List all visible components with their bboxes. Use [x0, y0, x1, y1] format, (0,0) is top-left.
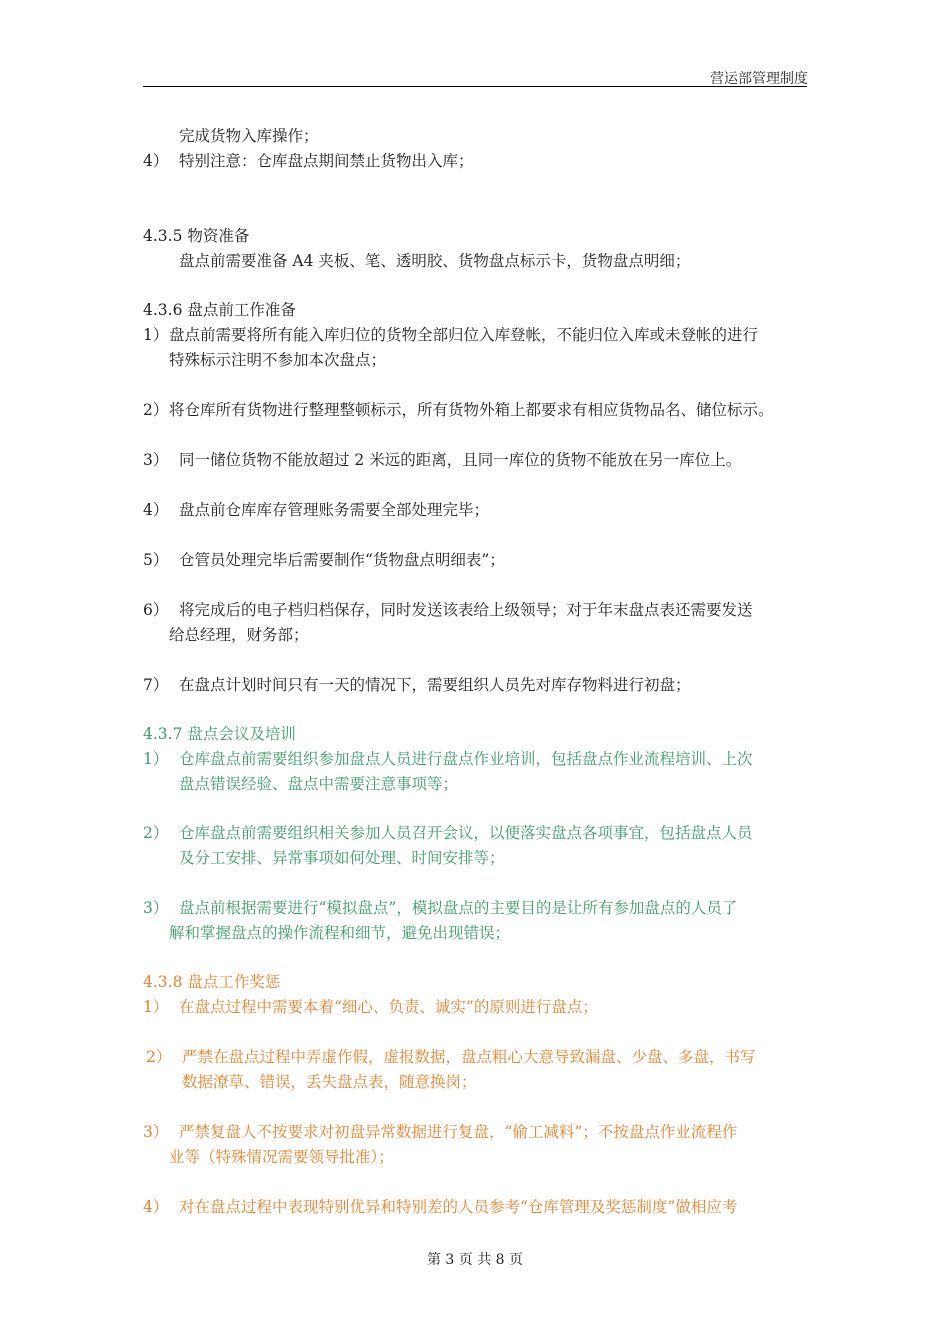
- header-rule: [143, 86, 807, 87]
- paragraph: 盘点前需要准备 A4 夹板、笔、透明胶、货物盘点标示卡，货物盘点明细；: [179, 252, 691, 270]
- list-item-text: 及分工安排、异常事项如何处理、时间安排等；: [179, 849, 505, 867]
- list-item-text: 盘点前仓库库存管理账务需要全部处理完毕；: [179, 501, 490, 519]
- list-number: 7）: [143, 676, 169, 694]
- list-number: 4）: [143, 501, 169, 519]
- list-number: 1）: [143, 326, 169, 344]
- list-number: 3）: [143, 899, 169, 917]
- list-item-text: 数据潦草、错误，丢失盘点表，随意换岗；: [182, 1073, 477, 1091]
- list-item-text: 仓库盘点前需要组织相关参加人员召开会议，以便落实盘点各项事宜，包括盘点人员: [179, 824, 753, 842]
- list-item-text: 特殊标示注明不参加本次盘点；: [169, 351, 387, 369]
- list-number: 2）: [146, 1048, 172, 1066]
- list-item-text: 给总经理，财务部；: [169, 626, 309, 644]
- list-item-text: 盘点前根据需要进行“模拟盘点”，模拟盘点的主要目的是让所有参加盘点的人员了: [179, 899, 738, 917]
- list-item-text: 解和掌握盘点的操作流程和细节，避免出现错误；: [169, 924, 511, 942]
- list-item-text: 同一储位货物不能放超过 2 米远的距离，且同一库位的货物不能放在另一库位上。: [179, 451, 742, 469]
- list-item-text: 对在盘点过程中表现特别优异和特别差的人员参考“仓库管理及奖惩制度”做相应考: [179, 1198, 738, 1216]
- running-header-title: 营运部管理制度: [710, 71, 808, 87]
- list-item-text: 严禁在盘点过程中弄虚作假，虚报数据，盘点粗心大意导致漏盘、少盘、多盘，书写: [182, 1048, 756, 1066]
- continuation-line: 完成货物入库操作；: [179, 127, 319, 145]
- list-item-text: 在盘点过程中需要本着“细心、负责、诚实”的原则进行盘点；: [179, 998, 598, 1016]
- list-number: 6）: [143, 601, 169, 619]
- list-number: 1）: [143, 998, 169, 1016]
- list-item-text: 盘点错误经验、盘点中需要注意事项等；: [179, 775, 459, 793]
- list-number: 1）: [143, 750, 169, 768]
- list-number: 4）: [143, 152, 169, 170]
- list-number: 3）: [143, 451, 169, 469]
- list-item-text: 仓库盘点前需要组织参加盘点人员进行盘点作业培训，包括盘点作业流程培训、上次: [179, 750, 753, 768]
- section-heading-437: 4.3.7 盘点会议及培训: [143, 725, 296, 743]
- list-number: 5）: [143, 551, 169, 569]
- section-heading-436: 4.3.6 盘点前工作准备: [143, 301, 296, 319]
- list-item-text: 将完成后的电子档归档保存，同时发送该表给上级领导；对于年末盘点表还需要发送: [179, 601, 753, 619]
- list-item-text: 在盘点计划时间只有一天的情况下，需要组织人员先对库存物料进行初盘；: [179, 676, 691, 694]
- list-number: 3）: [143, 1123, 169, 1141]
- list-number: 2）: [143, 401, 169, 419]
- list-item-text: 严禁复盘人不按要求对初盘异常数据进行复盘，“偷工减料”；不按盘点作业流程作: [179, 1123, 738, 1141]
- list-item-text: 特别注意：仓库盘点期间禁止货物出入库；: [179, 152, 474, 170]
- list-number: 2）: [143, 824, 169, 842]
- section-heading-438: 4.3.8 盘点工作奖惩: [143, 973, 281, 991]
- list-item-text: 仓管员处理完毕后需要制作“货物盘点明细表”；: [179, 551, 505, 569]
- section-heading-435: 4.3.5 物资准备: [143, 227, 250, 245]
- list-item-text: 业等（特殊情况需要领导批准）；: [169, 1148, 394, 1166]
- list-item-text: 将仓库所有货物进行整理整顿标示，所有货物外箱上都要求有相应货物品名、储位标示。: [169, 401, 774, 419]
- page-number: 第 3 页 共 8 页: [426, 1252, 524, 1268]
- list-number: 4）: [143, 1198, 169, 1216]
- list-item-text: 盘点前需要将所有能入库归位的货物全部归位入库登帐，不能归位入库或未登帐的进行: [169, 326, 759, 344]
